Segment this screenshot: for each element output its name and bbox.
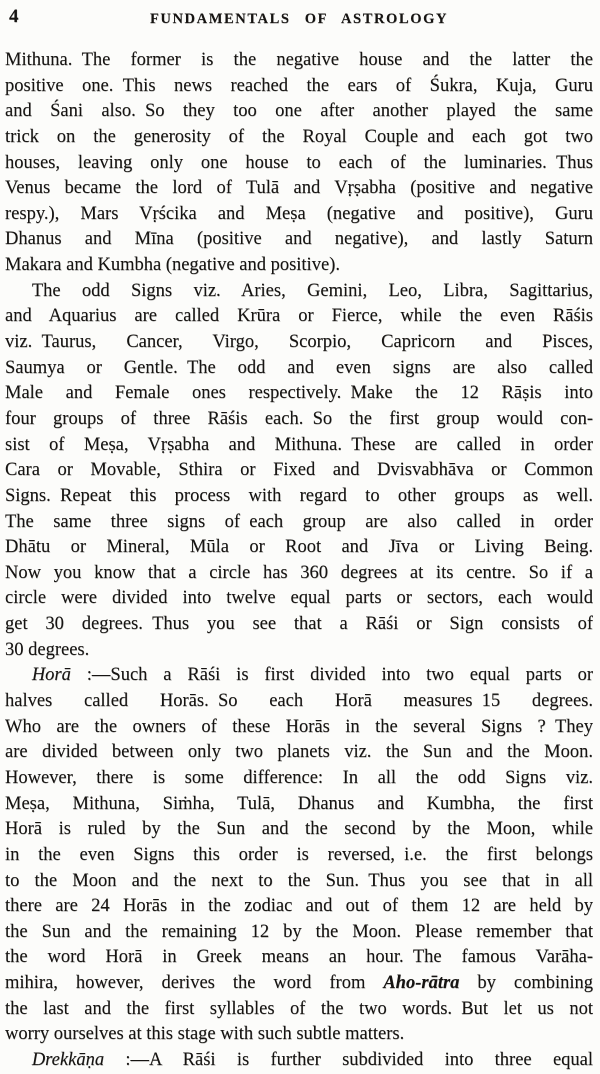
text-line: in the even Signs this order is reversed, i.e. the first belongs	[5, 844, 593, 865]
text-line: Male and Female ones respectively. Make the 12 Rāṣis into	[5, 383, 593, 404]
text-line: Who are the owners of these Horās in the several Signs ? They	[5, 716, 593, 737]
text-line: However, there is some difference: In all the odd Signs viz.	[5, 767, 593, 788]
text-line	[5, 663, 593, 689]
text-line: Signs. Repeat this process with regard to other groups as well.	[5, 485, 593, 506]
text-line: viz. Taurus, Cancer, Virgo, Scorpio, Capricorn and Pisces,	[5, 332, 593, 353]
text-line: The odd Signs viz. Aries, Gemini, Leo, Libra, Sagittarius,	[31, 280, 593, 301]
running-title: FUNDAMENTALS OF ASTROLOGY	[149, 11, 449, 27]
text-line: Dhātu or Mineral, Mūla or Root and Jīva or Living Being.	[5, 537, 593, 558]
text-line: Horā is ruled by the Sun and the second by the Moon, while	[5, 819, 593, 840]
text-line: Cara or Movable, Sthira or Fixed and Dvisvabhāva or Common	[5, 460, 593, 481]
text-line: are divided between only two planets viz. the Sun and the Moon.	[5, 742, 593, 763]
text-line	[5, 1048, 593, 1074]
text-line: the Sun and the remaining 12 by the Moon. Please remember that	[5, 921, 593, 942]
text-line: circle were divided into twelve equal parts or sectors, each would	[5, 588, 593, 609]
italic-term: Drekkāṇa	[31, 1049, 105, 1070]
body-text	[5, 48, 593, 1074]
text-line: the last and the first syllables of the two words. But let us not	[5, 998, 593, 1019]
text-line: halves called Horās. So each Horā measures 15 degrees.	[5, 691, 593, 712]
line-text: mihira, however, derives the word from	[5, 973, 384, 994]
text-line: get 30 degrees. Thus you see that a Rāśi or Sign consists of	[5, 614, 593, 635]
text-line: Makara and Kumbha (negative and positive).	[5, 255, 340, 276]
text-line: houses, leaving only one house to each of the luminaries. Thus	[5, 152, 593, 173]
text-line: Saumya or Gentle. The odd and even signs are also called	[5, 357, 593, 378]
page-number: 4	[9, 6, 19, 27]
text-line: Dhanus and Mīna (positive and negative), and lastly Saturn	[5, 229, 593, 250]
text-line: to the Moon and the next to the Sun. Thus you see that in all	[5, 870, 593, 891]
italic-term: Aho-rātra	[383, 973, 460, 994]
text-line: Venus became the lord of Tulā and Vṛṣabha (positive and negative	[5, 178, 593, 199]
italic-term: Horā	[31, 665, 71, 686]
text-line: sist of Meṣa, Vṛṣabha and Mithuna. These are called in order	[5, 434, 593, 455]
text-line: the word Horā in Greek means an hour. The famous Varāha-	[5, 947, 593, 968]
text-line: Now you know that a circle has 360 degrees at its centre. So if a	[5, 562, 593, 583]
text-line: and Śani also. So they too one after another played the same	[5, 101, 593, 122]
text-line: positive one. This news reached the ears of Śukra, Kuja, Guru	[5, 75, 593, 96]
text-line: Meṣa, Mithuna, Siṁha, Tulā, Dhanus and Kumbha, the first	[5, 793, 593, 814]
line-text: by combining	[459, 973, 593, 994]
text-line: The same three signs of each group are also called in order	[5, 511, 593, 532]
text-line: worry ourselves at this stage with such subtle matters.	[5, 1024, 405, 1045]
text-line: there are 24 Horās in the zodiac and out of them 12 are held by	[5, 896, 593, 917]
text-line: 30 degrees.	[5, 639, 90, 660]
page-header	[5, 5, 593, 31]
text-line: four groups of three Rāśis each. So the first group would con-	[5, 408, 593, 429]
text-line: Mithuna. The former is the negative house and the latter the	[5, 50, 593, 70]
text-line: respy.), Mars Vṛścika and Meṣa (negative and positive), Guru	[5, 203, 593, 224]
text-line: trick on the generosity of the Royal Couple and each got two	[5, 126, 593, 147]
line-text: :—A Rāśi is further subdivided into three equal	[104, 1049, 593, 1070]
text-line: and Aquarius are called Krūra or Fierce, while the even Rāśis	[5, 306, 593, 327]
text-line	[5, 971, 593, 997]
line-text: :—Such a Rāśi is first divided into two equal parts or	[70, 665, 593, 686]
